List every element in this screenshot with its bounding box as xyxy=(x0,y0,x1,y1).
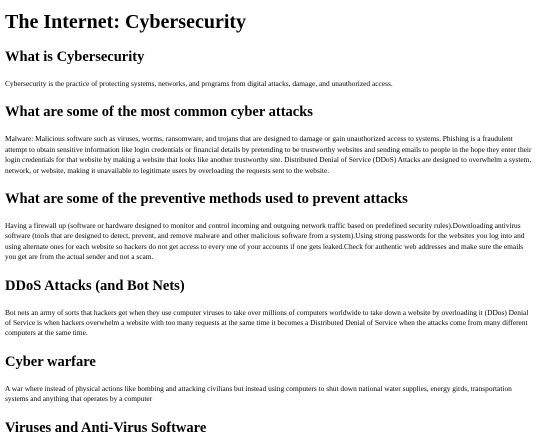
section-heading-viruses-antivirus: Viruses and Anti-Virus Software xyxy=(5,419,207,436)
section-heading-what-is-cybersecurity: What is Cybersecurity xyxy=(5,49,145,65)
section-heading-common-cyber-attacks: What are some of the most common cyber attacks xyxy=(5,104,313,121)
section-body-preventive-methods: Having a firewall up (software or hardware designed to monitor and control incoming and outgoing network traffic based on predefined security rules).Downloading antivirus software (tools that are designed to detect, prevent, and remove malware and other malicious software from a system).Using strong passwords for the websites you log into and using alternate ones for each website so hackers do not get access to every one of your accounts if one gets leaked.Check for authentic web addresses and make sure the emails you get are from the actual sender and not a scam. xyxy=(5,221,525,262)
section-heading-preventive-methods: What are some of the preventive methods used to prevent attacks xyxy=(5,191,408,208)
section-body-cyber-warfare: A war where instead of physical actions like bombing and attacking civilians but instead using computers to shut down national water supplies, energy girds, transportation systems and anything that operates by a computer xyxy=(5,383,512,404)
section-body-common-cyber-attacks: Malware: Malicious software such as viruses, worms, ransomware, and trojans that are designed to damage or gain unauthorized access to systems. Phishing is a fraudulent attempt to obtain sensitive information like login credentials or financial details by pretending to be trustworthy websites and sending emails to people in the hope they enter their login credentials for that website by making a website that looks like another trustworthy site. Distributed Denial of Service (DDoS) Attacks are designed to overwhelm a system, network, or website, making it unavailable to legitimate users by overloading the requests sent to the website. xyxy=(5,134,532,175)
page-title: The Internet: Cybersecurity xyxy=(5,11,247,33)
section-heading-cyber-warfare: Cyber warfare xyxy=(5,353,96,370)
section-body-ddos-attacks: Bot nets an army of sorts that hackers get when they use computer viruses to take over millions of computers worldwide to take down a website by overloading it (DDos) Denial of Service is when hackers overwhelm a website with too many requests at the same time it becomes a Distributed Denial of Service when the attacks come from many different computers at the same time. xyxy=(5,307,529,338)
section-body-what-is-cybersecurity: Cybersecurity is the practice of protecting systems, networks, and programs from digital attacks, damage, and unauthorized access. xyxy=(5,79,393,88)
section-heading-ddos-attacks: DDoS Attacks (and Bot Nets) xyxy=(5,277,185,294)
